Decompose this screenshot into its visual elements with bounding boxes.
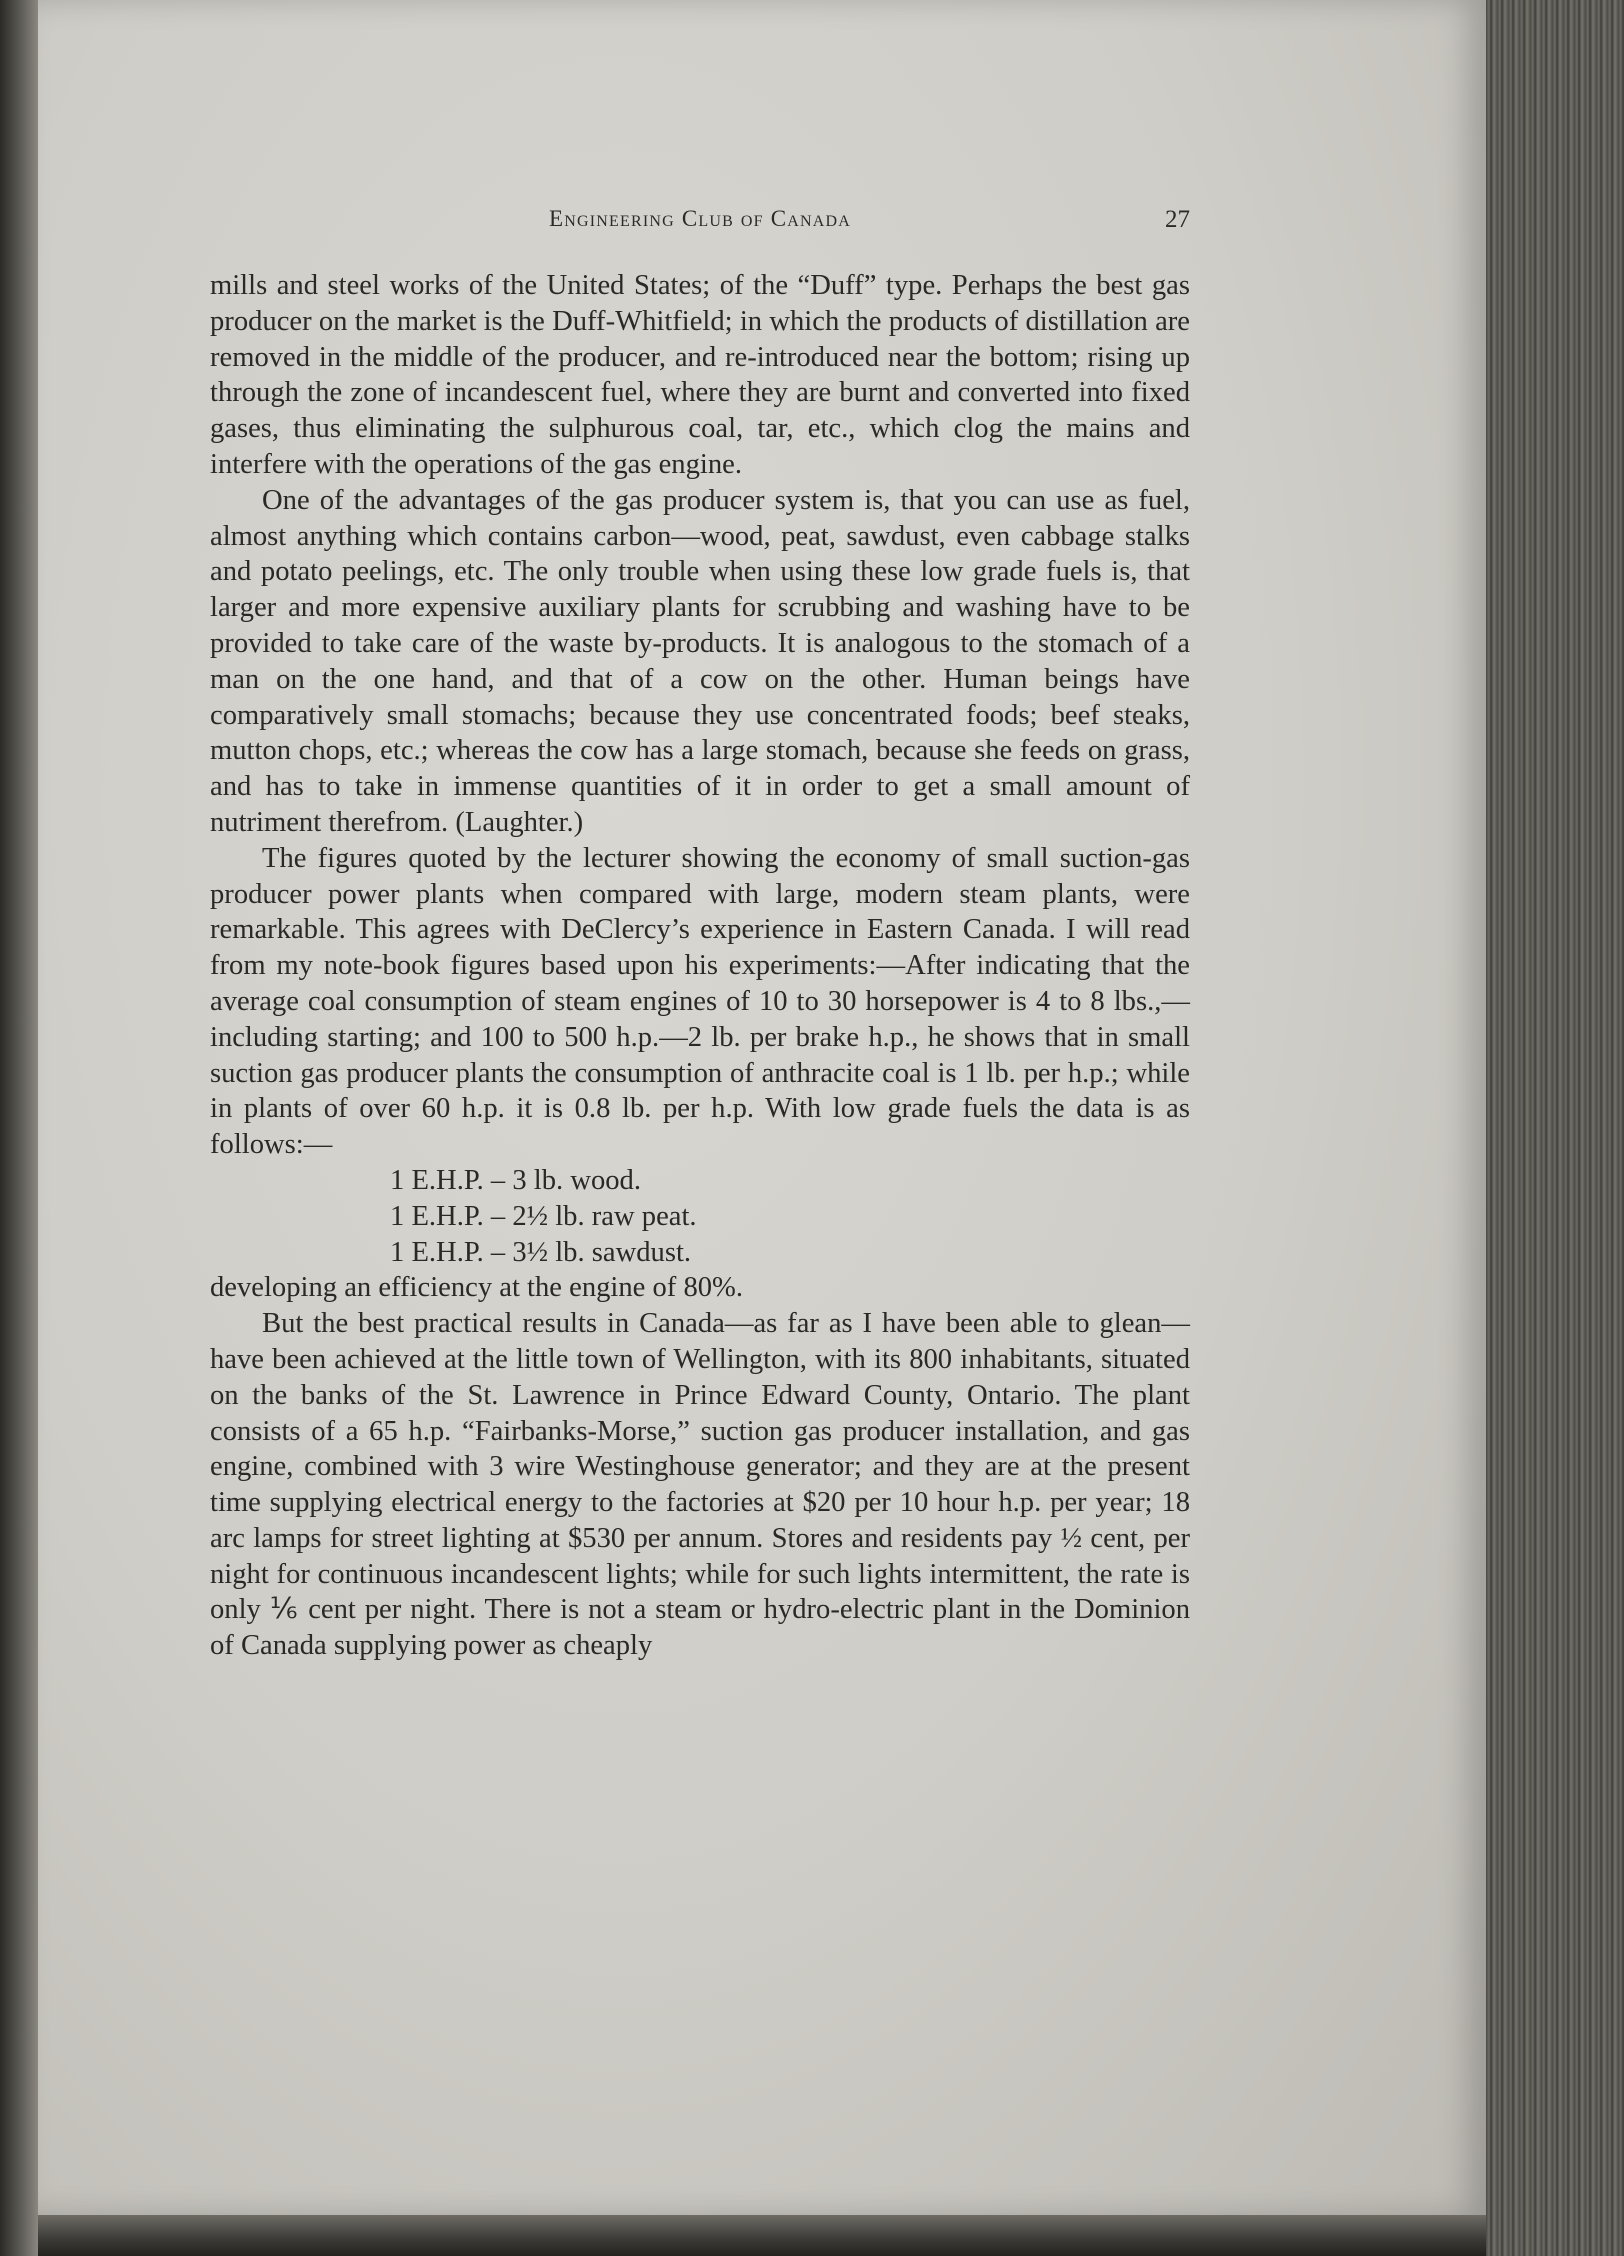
- efficiency-line: developing an efficiency at the engine of 80%.: [210, 1272, 744, 1304]
- bottom-page-edge: [38, 2215, 1486, 2256]
- paragraph-wellington-results: But the best practical results in Canada—as far as I have been able to glean—have been achieved at the little town of Wellington, with its 800 inhabitants, situated on the banks of the St. Lawrence in Prince Edward County, Ontario. The plant consists of a 65 h.p. “Fairbanks-Morse,” suction gas producer installation, and gas engine, combined with 3 wire Westinghouse generator; and they are at the present time supplying electrical energy to the factories at $20 per 10 hour h.p. per year; 18 arc lamps for street lighting at $530 per annum. Stores and residents pay ½ cent, per night for continuous incandescent lights; while for such lights intermittent, the rate is only ⅙ cent per night. There is not a steam or hydro-electric plant in the Dominion of Canada supplying power as cheaply: [210, 1308, 1190, 1662]
- left-page-edge: [0, 0, 38, 2256]
- paragraph-gas-producer-advantages: One of the advantages of the gas producer system is, that you can use as fuel, almost anything which contains carbon—wood, peat, sawdust, even cabbage stalks and potato peelings, etc. The only trouble when using these low grade fuels is, that larger and more expensive auxiliary plants for scrubbing and washing have to be provided to take care of the waste by-products. It is analogous to the stomach of a man on the one hand, and that of a cow on the other. Human beings have comparatively small stomachs; because they use concentrated foods; beef steaks, mutton chops, etc.; whereas the cow has a large stomach, because she feeds on grass, and has to take in immense quantities of it in order to get a small amount of nutriment therefrom. (Laughter.): [210, 484, 1190, 838]
- page-body-text: [210, 268, 1190, 1664]
- fuel-line-sawdust: 1 E.H.P. – 3½ lb. sawdust.: [390, 1236, 692, 1268]
- fuel-line-raw-peat: 1 E.H.P. – 2½ lb. raw peat.: [390, 1200, 697, 1232]
- page-number: 27: [1165, 206, 1190, 233]
- fuel-line-wood: 1 E.H.P. – 3 lb. wood.: [390, 1164, 642, 1196]
- paragraph-lecturer-figures: The figures quoted by the lecturer showing the economy of small suction-gas producer power plants when compared with large, modern steam plants, were remarkable. This agrees with DeClercy’s experience in Eastern Canada. I will read from my note-book figures based upon his experiments:—After indicating that the average coal consumption of steam engines of 10 to 30 horsepower is 4 to 8 lbs.,—including starting; and 100 to 500 h.p.—2 lb. per brake h.p., he shows that in small suction gas producer plants the consumption of anthracite coal is 1 lb. per h.p.; while in plants of over 60 h.p. it is 0.8 lb. per h.p. With low grade fuels the data is as follows:—: [210, 842, 1190, 1161]
- running-title: Engineering Club of Canada: [548, 206, 852, 231]
- page-header: [210, 206, 1190, 240]
- fuel-consumption-list: [210, 1163, 1190, 1270]
- book-page-edges: [1486, 0, 1624, 2256]
- paragraph-continued: mills and steel works of the United States; of the “Duff” type. Perhaps the best gas producer on the market is the Duff-Whitfield; in which the products of distillation are removed in the middle of the producer, and re-introduced near the bottom; rising up through the zone of incandescent fuel, where they are burnt and converted into fixed gases, thus eliminating the sulphurous coal, tar, etc., which clog the mains and interfere with the operations of the gas engine.: [210, 270, 1190, 480]
